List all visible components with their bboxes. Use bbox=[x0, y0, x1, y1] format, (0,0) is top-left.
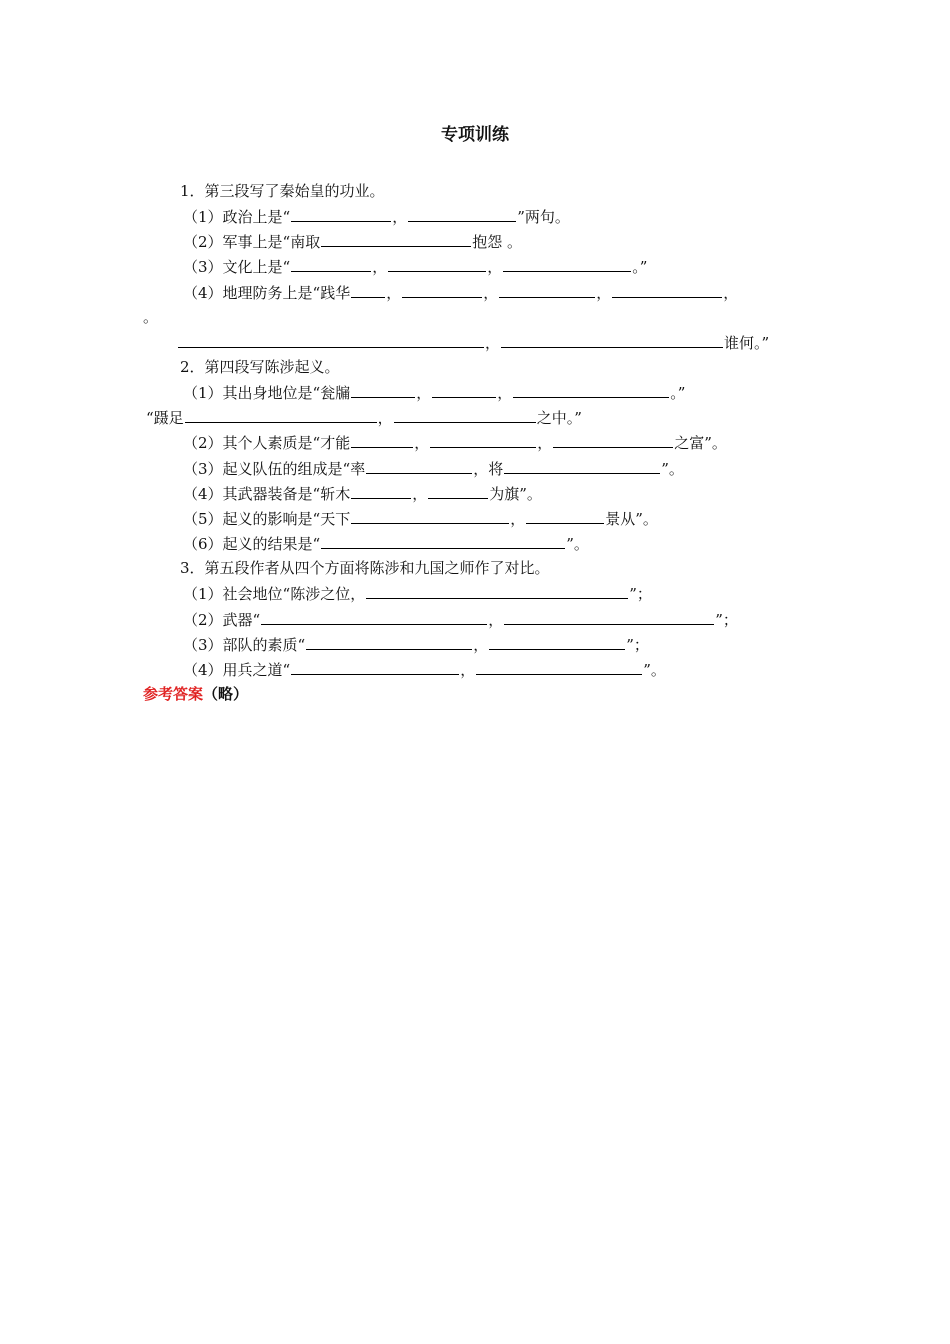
answer-blank[interactable] bbox=[476, 659, 642, 675]
answer-blank[interactable] bbox=[394, 407, 536, 423]
question-3-item-4: （4）用兵之道“ ， ”。 bbox=[183, 661, 666, 679]
question-2-item-2: （2）其个人素质是“才能 ， ， 之富”。 bbox=[183, 434, 727, 452]
answer-blank[interactable] bbox=[351, 432, 413, 448]
question-1-item-4-wrap: 。 bbox=[143, 308, 159, 326]
reference-answer bbox=[143, 684, 248, 704]
answer-blank[interactable] bbox=[306, 634, 472, 650]
question-2-heading: 2．第四段写陈涉起义。 bbox=[180, 358, 340, 376]
answer-blank[interactable] bbox=[351, 483, 411, 499]
answer-blank[interactable] bbox=[366, 583, 628, 599]
answer-blank[interactable] bbox=[351, 382, 415, 398]
answer-blank[interactable] bbox=[612, 282, 722, 298]
answer-blank[interactable] bbox=[351, 282, 385, 298]
answer-blank[interactable] bbox=[366, 458, 472, 474]
answer-blank[interactable] bbox=[504, 458, 660, 474]
question-3-item-1: （1）社会地位“陈涉之位， ”； bbox=[183, 585, 652, 603]
answer-blank[interactable] bbox=[430, 432, 536, 448]
answer-blank[interactable] bbox=[504, 609, 714, 625]
answer-blank[interactable] bbox=[526, 508, 604, 524]
question-1-heading: 1．第三段写了秦始皇的功业。 bbox=[180, 182, 385, 200]
answer-blank[interactable] bbox=[489, 634, 625, 650]
question-2-item-1: （1）其出身地位是“瓮牖 ， ， 。” bbox=[183, 384, 686, 402]
answer-blank[interactable] bbox=[553, 432, 673, 448]
answer-blank[interactable] bbox=[178, 332, 484, 348]
question-1-item-3: （3）文化上是“ ， ， 。” bbox=[183, 258, 648, 276]
question-3-item-3: （3）部队的素质“ ， ”； bbox=[183, 636, 649, 654]
answer-blank[interactable] bbox=[291, 206, 391, 222]
answer-blank[interactable] bbox=[261, 609, 487, 625]
reference-answer-note: （略） bbox=[203, 685, 249, 703]
question-2-item-5: （5）起义的影响是“天下 ， 景从”。 bbox=[183, 510, 658, 528]
question-2-item-4: （4）其武器装备是“斩木 ， 为旗”。 bbox=[183, 485, 542, 503]
question-2-item-1-continued: “蹑足 ， 之中。” bbox=[146, 409, 582, 427]
question-1-item-2: （2）军事上是“南取 抱怨 。 bbox=[183, 233, 522, 251]
answer-blank[interactable] bbox=[513, 382, 669, 398]
answer-blank[interactable] bbox=[408, 206, 516, 222]
question-3-item-2: （2）武器“ ， ”； bbox=[183, 611, 738, 629]
question-1-item-4-continued: ， 谁何。” bbox=[177, 332, 769, 352]
answer-blank[interactable] bbox=[291, 659, 459, 675]
question-1-item-1: （1）政治上是“ ， ”两句。 bbox=[183, 208, 570, 226]
page-title: 专项训练 bbox=[441, 125, 509, 145]
answer-blank[interactable] bbox=[185, 407, 377, 423]
answer-blank[interactable] bbox=[501, 332, 723, 348]
question-2-item-6: （6）起义的结果是“ ”。 bbox=[183, 535, 589, 553]
answer-blank[interactable] bbox=[351, 508, 509, 524]
answer-blank[interactable] bbox=[503, 256, 631, 272]
answer-blank[interactable] bbox=[432, 382, 496, 398]
reference-answer-label: 参考答案 bbox=[143, 685, 204, 703]
answer-blank[interactable] bbox=[388, 256, 486, 272]
answer-blank[interactable] bbox=[291, 256, 371, 272]
question-2-item-3: （3）起义队伍的组成是“率 ，将 ”。 bbox=[183, 460, 684, 478]
question-3-heading: 3．第五段作者从四个方面将陈涉和九国之师作了对比。 bbox=[180, 559, 550, 577]
answer-blank[interactable] bbox=[321, 231, 471, 247]
answer-blank[interactable] bbox=[499, 282, 595, 298]
answer-blank[interactable] bbox=[428, 483, 488, 499]
answer-blank[interactable] bbox=[321, 533, 565, 549]
answer-blank[interactable] bbox=[402, 282, 482, 298]
question-1-item-4: （4）地理防务上是“践华 ， ， ， ， bbox=[183, 284, 739, 302]
